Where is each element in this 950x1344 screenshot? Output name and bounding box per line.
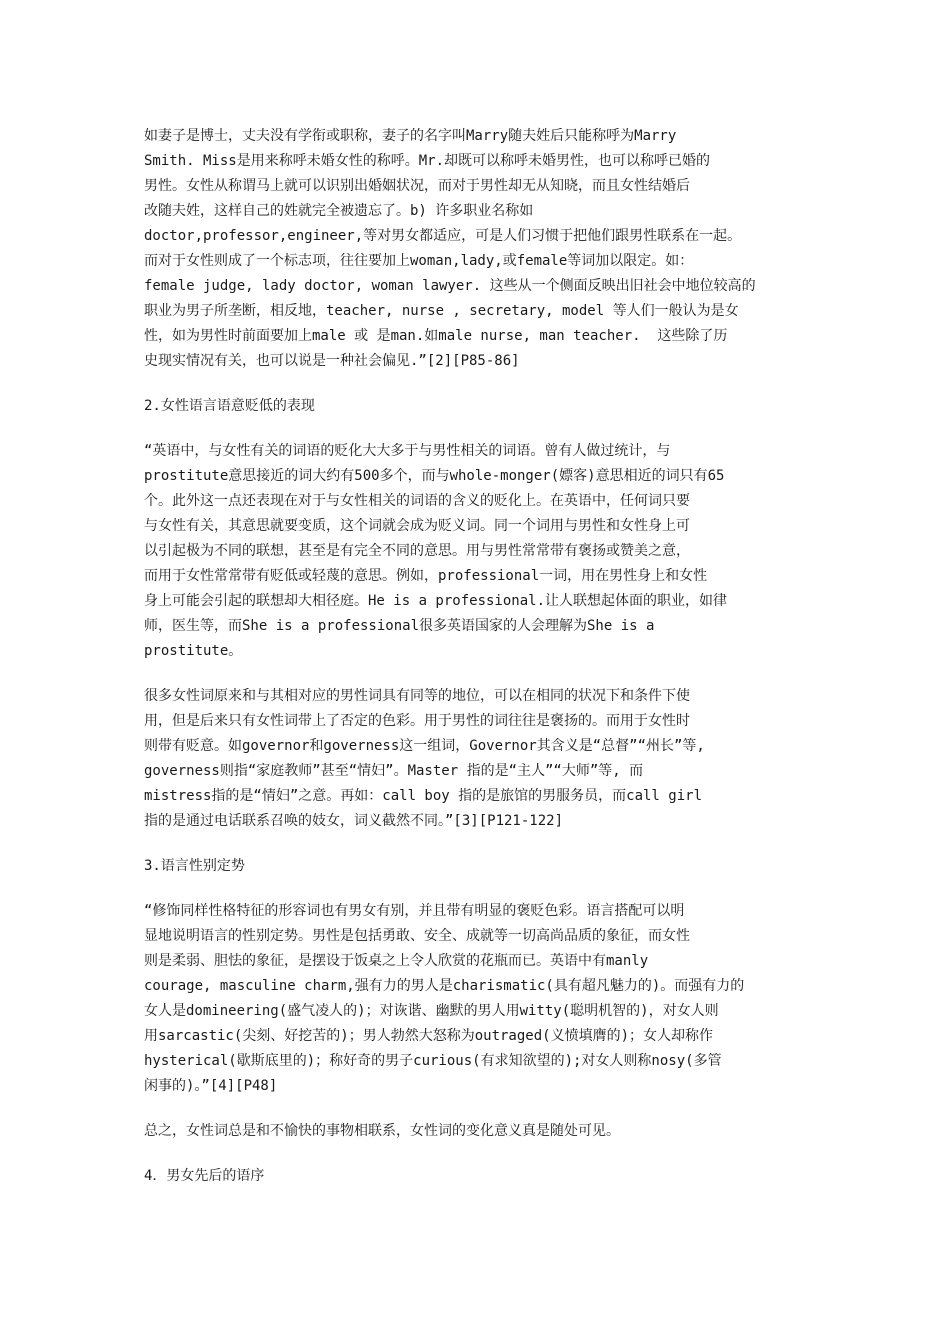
paragraph-spacer (144, 664, 814, 684)
paragraph-1 (144, 124, 814, 374)
text-line: 显地说明语言的性别定势。男性是包括勇敢、安全、成就等一切高尚品质的象征，而女性 (144, 928, 690, 944)
text-line: 史现实情况有关，也可以说是一种社会偏见.”[2][P85-86] (144, 353, 520, 369)
text-line: 指的是通过电话联系召唤的妓女，词义截然不同。”[3][P121-122] (144, 813, 564, 829)
section-heading-3 (144, 854, 814, 879)
text-line: mistress指的是“情妇”之意。再如：call boy 指的是旅馆的男服务员，而call girl (144, 788, 703, 804)
text-line: 女人是domineering(盛气凌人的)；对诙谐、幽默的男人用witty(聪明机智的)，对女人则 (144, 1003, 719, 1019)
text-line: prostitute。 (144, 643, 243, 659)
text-line: courage, masculine charm,强有力的男人是charismatic(具有超凡魅力的)。而强有力的 (144, 978, 745, 994)
text-line: 改随夫姓，这样自己的姓就完全被遗忘了。b) 许多职业名称如 (144, 203, 534, 219)
text-line: prostitute意思接近的词大约有500多个，而与whole-monger(嫖客)意思相近的词只有65 (144, 468, 725, 484)
section-heading: 3.语言性别定势 (144, 858, 245, 874)
paragraph-5 (144, 1119, 814, 1144)
text-line: 而对于女性则成了一个标志项，往往要加上woman,lady,或female等词加以限定。如： (144, 253, 694, 269)
text-line: 则是柔弱、胆怯的象征，是摆设于饭桌之上令人欣赏的花瓶而已。英语中有manly (144, 953, 649, 969)
text-line: 职业为男子所垄断，相反地，teacher, nurse , secretary, model 等人们一般认为是女 (144, 303, 739, 319)
text-line: hysterical(歇斯底里的)；称好奇的男子curious(有求知欲望的);对女人则称nosy(多管 (144, 1053, 722, 1069)
paragraph-spacer (144, 1099, 814, 1119)
text-line: 总之，女性词总是和不愉快的事物相联系，女性词的变化意义真是随处可见。 (144, 1123, 620, 1139)
text-line: governess则指“家庭教师”甚至“情妇”。Master 指的是“主人”“大师”等, 而 (144, 763, 644, 779)
paragraph-spacer (144, 419, 814, 439)
paragraph-spacer (144, 374, 814, 394)
text-line: “英语中，与女性有关的词语的贬化大大多于与男性相关的词语。曾有人做过统计，与 (144, 443, 671, 459)
section-heading-2 (144, 394, 814, 419)
paragraph-2 (144, 439, 814, 664)
text-line: 用sarcastic(尖刻、好挖苦的)；男人勃然大怒称为outraged(义愤填膺的)；女人却称作 (144, 1028, 714, 1044)
text-line: 很多女性词原来和与其相对应的男性词具有同等的地位，可以在相同的状况下和条件下使 (144, 688, 690, 704)
paragraph-spacer (144, 1144, 814, 1164)
text-line: Smith. Miss是用来称呼未婚女性的称呼。Mr.却既可以称呼未婚男性，也可以称呼已婚的 (144, 153, 710, 169)
text-line: female judge, lady doctor, woman lawyer. 这些从一个侧面反映出旧社会中地位较高的 (144, 278, 756, 294)
paragraph-spacer (144, 879, 814, 899)
text-line: 师，医生等，而She is a professional很多英语国家的人会理解为She is a (144, 618, 655, 634)
document-body (144, 124, 814, 1189)
text-line: 用，但是后来只有女性词带上了否定的色彩。用于男性的词往往是褒扬的。而用于女性时 (144, 713, 690, 729)
text-line: 闲事的)。”[4][P48] (144, 1078, 278, 1094)
section-heading: 4．男女先后的语序 (144, 1168, 265, 1184)
text-line: 性，如为男性时前面要加上male 或 是man.如male nurse, man teacher. 这些除了历 (144, 328, 728, 344)
text-line: “修饰同样性格特征的形容词也有男女有别，并且带有明显的褒贬色彩。语言搭配可以明 (144, 903, 685, 919)
text-line: 而用于女性常常带有贬低或轻蔑的意思。例如，professional一词，用在男性身上和女性 (144, 568, 708, 584)
paragraph-4 (144, 899, 814, 1099)
section-heading-4 (144, 1164, 814, 1189)
text-line: 如妻子是博士，丈夫没有学衔或职称，妻子的名字叫Marry随夫姓后只能称呼为Marry (144, 128, 677, 144)
text-line: 男性。女性从称谓马上就可以识别出婚姻状况，而对于男性却无从知晓，而且女性结婚后 (144, 178, 690, 194)
section-heading: 2.女性语言语意贬低的表现 (144, 398, 315, 414)
text-line: 个。此外这一点还表现在对于与女性相关的词语的含义的贬化上。在英语中，任何词只要 (144, 493, 690, 509)
text-line: 以引起极为不同的联想，甚至是有完全不同的意思。用与男性常常带有褒扬或赞美之意， (144, 543, 690, 559)
paragraph-3 (144, 684, 814, 834)
text-line: 身上可能会引起的联想却大相径庭。He is a professional.让人联想起体面的职业，如律 (144, 593, 728, 609)
text-line: doctor,professor,engineer,等对男女都适应，可是人们习惯于把他们跟男性联系在一起。 (144, 228, 742, 244)
text-line: 则带有贬意。如governor和governess这一组词，Governor其含义是“总督”“州长”等, (144, 738, 705, 754)
paragraph-spacer (144, 834, 814, 854)
text-line: 与女性有关，其意思就要变质，这个词就会成为贬义词。同一个词用与男性和女性身上可 (144, 518, 690, 534)
